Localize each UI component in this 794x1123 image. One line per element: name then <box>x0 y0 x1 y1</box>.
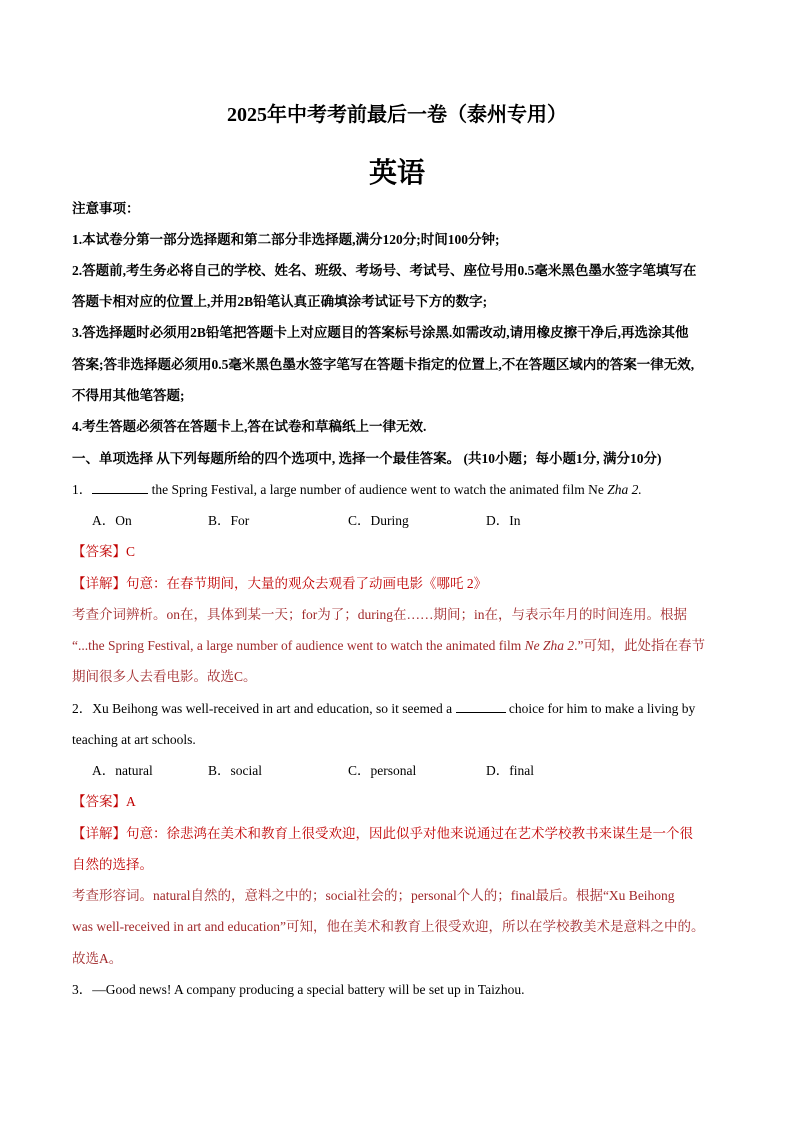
answer-tag: 【答案】 <box>72 544 126 559</box>
q2-option-b: B．social <box>208 763 262 778</box>
page-title: 2025年中考考前最后一卷（泰州专用） <box>227 104 567 126</box>
question-text-continued: choice for him to make a living by <box>505 701 696 716</box>
q2-option-d: D．final <box>486 763 534 778</box>
q2-explanation-line-3: 故选A。 <box>72 951 123 966</box>
notes-heading: 注意事项： <box>72 201 140 216</box>
q1-option-b: B．For <box>208 513 250 528</box>
question-number: 1． <box>72 482 93 497</box>
note-3-line-2: 答案;答非选择题必须用0.5毫米黑色墨水签字笔写在答题卡指定的位置上,不在答题区域内的答案一律无效, <box>72 357 695 372</box>
question-2-stem-line-2: teaching at art schools. <box>72 732 196 747</box>
question-1-stem <box>72 480 642 500</box>
q1-option-a: A．On <box>92 513 132 528</box>
detail-tag: 【详解】 <box>72 826 126 841</box>
question-text: —Good news! A company producing a special battery will be set up in Taizhou. <box>92 982 525 997</box>
note-4: 4.考生答题必须答在答题卡上,答在试卷和草稿纸上一律无效. <box>72 419 427 434</box>
q1-option-c: C．During <box>348 513 409 528</box>
subject-title: 英语 <box>368 158 425 189</box>
q1-explanation-line-1: 考查介词辨析。on在，具体到某一天；for为了；during在……期间；in在，与表示年月的时间连用。根据 <box>72 607 687 622</box>
question-number: 2． <box>72 701 93 716</box>
question-number: 3． <box>72 982 93 997</box>
q2-explanation-line-1: 考查形容词。natural自然的，意料之中的；social社会的；personal个人的；final最后。根据“Xu Beihong <box>72 888 675 903</box>
film-title: Zha 2. <box>607 482 642 497</box>
section-heading: 一、单项选择 从下列每题所给的四个选项中, 选择一个最佳答案。 (共10小题；每小题1分, 满分10分) <box>72 451 662 466</box>
note-2-line-2: 答题卡相对应的位置上,并用2B铅笔认真正确填涂考试证号下方的数字; <box>72 294 488 309</box>
q1-detail <box>72 574 487 594</box>
question-3-stem <box>72 980 524 1000</box>
q2-answer <box>72 792 136 812</box>
answer-value: A <box>126 794 136 809</box>
question-text: Xu Beihong was well-received in art and education, so it seemed a <box>92 701 456 716</box>
q2-option-a: A．natural <box>92 763 153 778</box>
note-3-line-1: 3.答选择题时必须用2B铅笔把答题卡上对应题目的答案标号涂黑.如需改动,请用橡皮擦干净后,再选涂其他 <box>72 325 689 340</box>
explanation-quote: “...the Spring Festival, a large number of audience went to watch the animated film <box>72 638 525 653</box>
explanation-conclusion: .”可知，此处指在春节 <box>574 638 706 653</box>
answer-blank <box>456 699 506 713</box>
q1-explanation-line-2 <box>72 636 705 656</box>
q1-answer <box>72 542 135 562</box>
q1-option-d: D．In <box>486 513 521 528</box>
q2-detail-line-2: 自然的选择。 <box>72 857 153 872</box>
note-1: 1.本试卷分第一部分选择题和第二部分非选择题,满分120分;时间100分钟; <box>72 232 500 247</box>
q2-detail-line-1 <box>72 824 693 844</box>
question-text: the Spring Festival, a large number of audience went to watch the animated film Ne <box>148 482 604 497</box>
detail-tag: 【详解】 <box>72 576 126 591</box>
note-2-line-1: 2.答题前,考生务必将自己的学校、姓名、班级、考场号、考试号、座位号用0.5毫米黑色墨水签字笔填写在 <box>72 263 697 278</box>
answer-tag: 【答案】 <box>72 794 126 809</box>
q2-option-c: C．personal <box>348 763 417 778</box>
film-title: Ne Zha 2 <box>524 638 575 653</box>
detail-text: 句意：徐悲鸿在美术和教育上很受欢迎，因此似乎对他来说通过在艺术学校教书来谋生是一个很 <box>126 826 693 841</box>
note-3-line-3: 不得用其他笔答题; <box>72 388 185 403</box>
q1-explanation-line-3: 期间很多人去看电影。故选C。 <box>72 669 257 684</box>
q2-explanation-line-2: was well-received in art and education”可知，他在美术和教育上很受欢迎，所以在学校教美术是意料之中的。 <box>72 919 705 934</box>
answer-blank <box>92 480 148 494</box>
detail-text: 句意：在春节期间，大量的观众去观看了动画电影《哪吒 2》 <box>126 576 488 591</box>
question-2-stem-line-1 <box>72 699 695 719</box>
answer-value: C <box>126 544 136 559</box>
